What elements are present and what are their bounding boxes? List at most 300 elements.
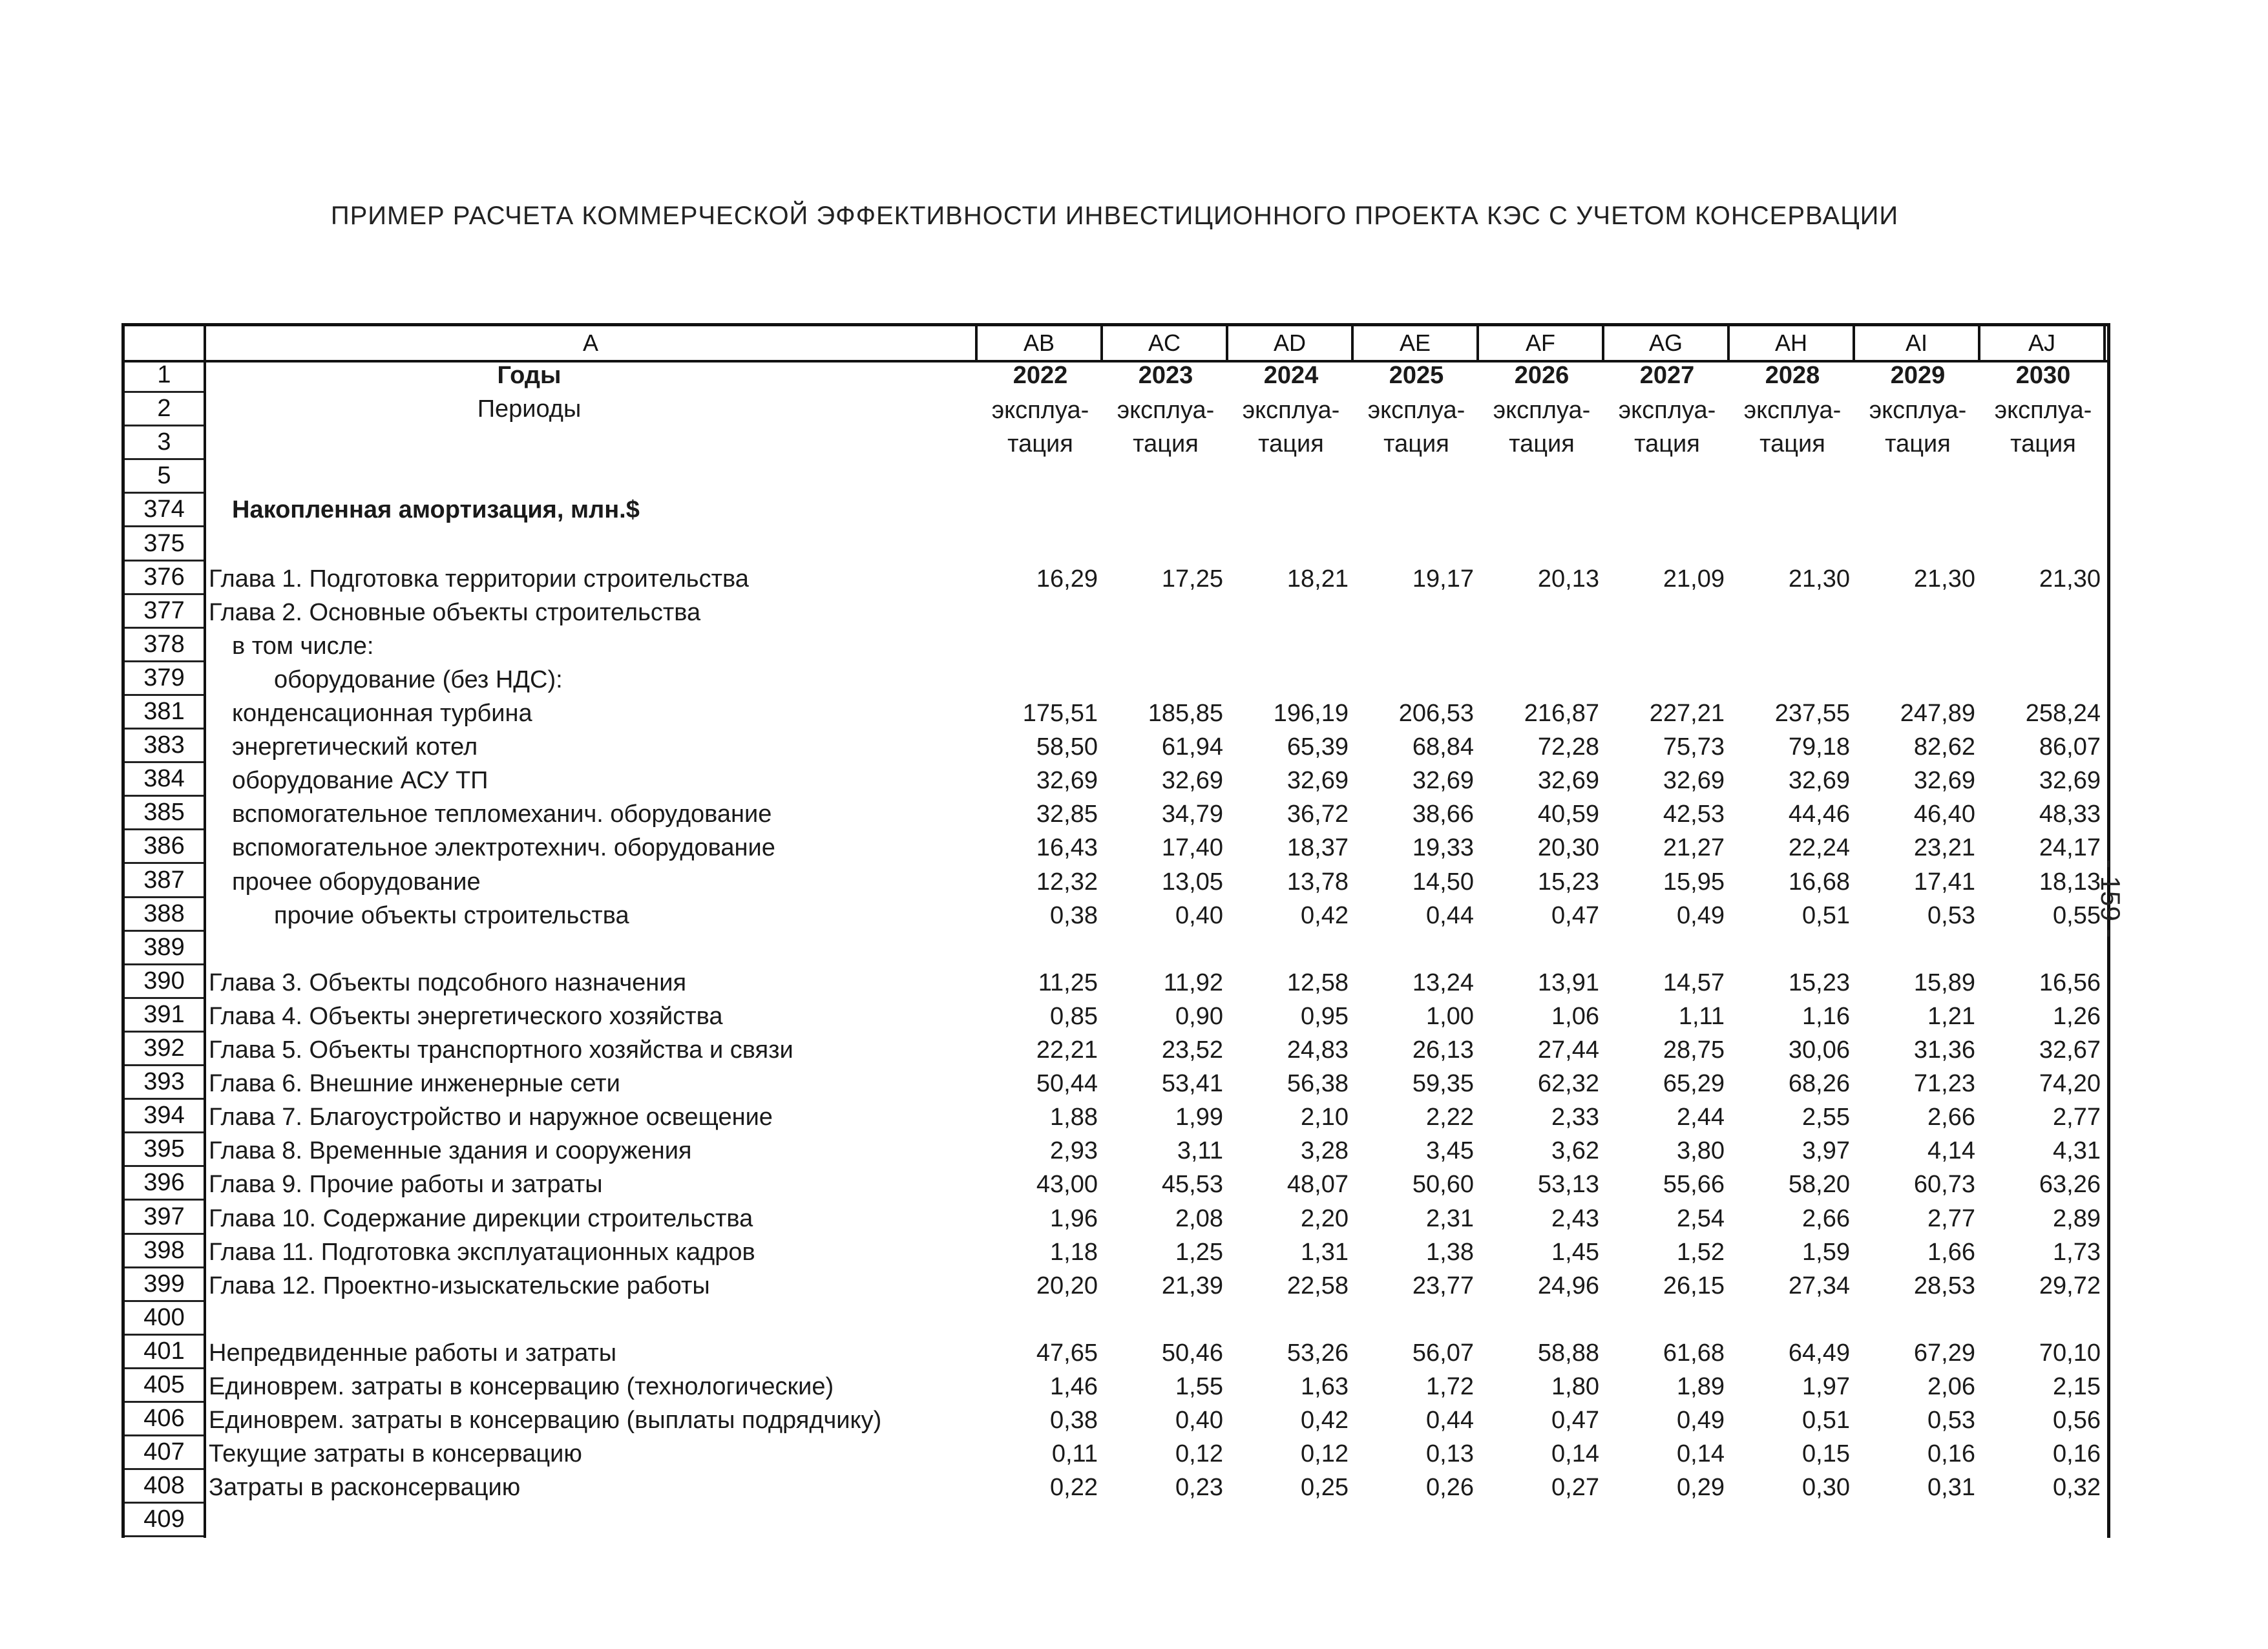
period-line1: эксплуа- <box>1117 397 1215 425</box>
row-number-column <box>125 323 206 1538</box>
value-cell: 42,53 <box>1663 801 1725 828</box>
value-cell: 0,90 <box>1175 1002 1223 1030</box>
row-number: 396 <box>125 1167 204 1201</box>
value-cell: 14,50 <box>1412 868 1474 896</box>
col-letter-AF: AF <box>1479 326 1604 360</box>
value-cell: 0,49 <box>1677 1407 1725 1434</box>
value-cell: 1,80 <box>1551 1373 1599 1400</box>
value-cell: 65,29 <box>1663 1070 1725 1098</box>
value-cell: 23,77 <box>1412 1272 1474 1299</box>
value-cell: 40,59 <box>1537 801 1599 828</box>
value-cell: 18,37 <box>1286 834 1349 862</box>
value-cell: 1,11 <box>1678 1002 1725 1030</box>
col-letter-AH: AH <box>1730 326 1855 360</box>
period-line1: эксплуа- <box>1869 397 1967 425</box>
value-cell: 38,66 <box>1412 801 1474 828</box>
value-cell: 82,62 <box>1913 733 1975 761</box>
year-cell: 2026 <box>1514 362 1570 389</box>
value-cell: 11,25 <box>1038 969 1098 996</box>
row-number: 392 <box>125 1033 204 1066</box>
value-cell: 13,91 <box>1537 969 1599 996</box>
period-line1: эксплуа- <box>1493 397 1591 425</box>
row-label: в том числе: <box>232 632 374 660</box>
value-cell: 68,26 <box>1788 1070 1850 1098</box>
value-cell: 1,45 <box>1551 1238 1599 1266</box>
row-number: 394 <box>125 1100 204 1133</box>
period-line1: эксплуа- <box>1367 397 1465 425</box>
value-cell: 20,30 <box>1537 834 1599 862</box>
row-number: 376 <box>125 562 204 595</box>
value-cell: 55,66 <box>1663 1171 1725 1199</box>
row-label: вспомогательное тепломеханич. оборудование <box>232 801 772 828</box>
value-cell: 0,51 <box>1802 901 1850 929</box>
value-cell: 3,28 <box>1301 1137 1349 1165</box>
value-cell: 31,36 <box>1913 1036 1975 1064</box>
period-line2: тация <box>1759 430 1825 458</box>
value-cell: 0,49 <box>1677 901 1725 929</box>
row-number: 408 <box>125 1470 204 1504</box>
value-cell: 32,85 <box>1036 801 1098 828</box>
value-cell: 70,10 <box>2039 1339 2101 1367</box>
row-number: 398 <box>125 1235 204 1268</box>
value-cell: 34,79 <box>1161 801 1223 828</box>
value-cell: 2,20 <box>1301 1204 1349 1232</box>
value-cell: 0,25 <box>1301 1474 1349 1502</box>
value-cell: 28,75 <box>1663 1036 1725 1064</box>
value-cell: 1,52 <box>1677 1238 1725 1266</box>
value-cell: 58,50 <box>1036 733 1098 761</box>
value-cell: 32,69 <box>2039 767 2101 795</box>
value-cell: 247,89 <box>1900 700 1975 727</box>
period-line1: эксплуа- <box>1242 397 1340 425</box>
col-letter-AD: AD <box>1228 326 1354 360</box>
row-number: 381 <box>125 696 204 730</box>
value-cell: 58,88 <box>1537 1339 1599 1367</box>
value-cell: 0,53 <box>1927 1407 1975 1434</box>
row-label: Глава 1. Подготовка территории строительства <box>209 565 749 593</box>
value-cell: 0,44 <box>1426 1407 1474 1434</box>
value-cell: 32,69 <box>1663 767 1725 795</box>
value-cell: 29,72 <box>2039 1272 2101 1299</box>
row-number: 385 <box>125 797 204 830</box>
row-label: Накопленная амортизация, млн.$ <box>232 496 640 524</box>
value-cell: 0,40 <box>1175 1407 1223 1434</box>
value-cell: 20,20 <box>1036 1272 1098 1299</box>
value-cell: 0,56 <box>2053 1407 2101 1434</box>
row-label: оборудование (без НДС): <box>274 666 563 693</box>
value-cell: 196,19 <box>1273 700 1349 727</box>
value-cell: 86,07 <box>2039 733 2101 761</box>
col-letter-AI: AI <box>1855 326 1980 360</box>
value-cell: 23,52 <box>1161 1036 1223 1064</box>
value-cell: 0,13 <box>1426 1440 1474 1468</box>
col-letter-AB: AB <box>978 326 1103 360</box>
period-line1: эксплуа- <box>1618 397 1716 425</box>
value-cell: 1,72 <box>1426 1373 1474 1400</box>
row-number: 393 <box>125 1066 204 1100</box>
row-label: вспомогательное электротехнич. оборудование <box>232 834 775 862</box>
value-cell: 32,69 <box>1161 767 1223 795</box>
value-cell: 0,53 <box>1927 901 1975 929</box>
value-cell: 61,68 <box>1663 1339 1725 1367</box>
year-cell: 2024 <box>1263 362 1319 389</box>
value-cell: 0,47 <box>1551 901 1599 929</box>
value-cell: 48,07 <box>1286 1171 1349 1199</box>
row-number: 2 <box>125 393 204 426</box>
row-number: 390 <box>125 965 204 999</box>
period-line2: тация <box>2010 430 2076 458</box>
value-cell: 0,42 <box>1301 1407 1349 1434</box>
value-cell: 46,40 <box>1913 801 1975 828</box>
value-cell: 0,23 <box>1175 1474 1223 1502</box>
column-letter-header <box>125 323 2107 362</box>
value-cell: 61,94 <box>1161 733 1223 761</box>
row-label: Глава 4. Объекты энергетического хозяйства <box>209 1002 723 1030</box>
value-cell: 2,55 <box>1802 1104 1850 1131</box>
value-cell: 72,28 <box>1537 733 1599 761</box>
row-label: прочие объекты строительства <box>274 901 629 929</box>
row-number: 375 <box>125 528 204 562</box>
row-label: Глава 11. Подготовка эксплуатационных кадров <box>209 1238 755 1266</box>
value-cell: 53,41 <box>1161 1070 1223 1098</box>
value-cell: 24,96 <box>1537 1272 1599 1299</box>
col-letter-A: A <box>206 326 978 360</box>
value-cell: 15,89 <box>1913 969 1975 996</box>
value-cell: 21,30 <box>1788 565 1850 593</box>
row-number: 374 <box>125 494 204 527</box>
value-cell: 58,20 <box>1788 1171 1850 1199</box>
value-cell: 28,53 <box>1913 1272 1975 1299</box>
value-cell: 12,58 <box>1286 969 1349 996</box>
value-cell: 3,45 <box>1426 1137 1474 1165</box>
value-cell: 24,17 <box>2039 834 2101 862</box>
row-number: 384 <box>125 763 204 797</box>
value-cell: 1,73 <box>2053 1238 2101 1266</box>
value-cell: 0,14 <box>1677 1440 1725 1468</box>
value-cell: 50,46 <box>1161 1339 1223 1367</box>
value-cell: 22,21 <box>1036 1036 1098 1064</box>
value-cell: 0,42 <box>1301 901 1349 929</box>
row-label: Глава 8. Временные здания и сооружения <box>209 1137 692 1165</box>
value-cell: 60,73 <box>1913 1171 1975 1199</box>
value-cell: 4,14 <box>1927 1137 1975 1165</box>
value-cell: 71,23 <box>1913 1070 1975 1098</box>
row-label: Глава 6. Внешние инженерные сети <box>209 1070 620 1098</box>
value-cell: 2,89 <box>2053 1204 2101 1232</box>
value-cell: 0,16 <box>1927 1440 1975 1468</box>
row-label: Единоврем. затраты в консервацию (технологические) <box>209 1373 834 1400</box>
value-cell: 2,31 <box>1426 1204 1474 1232</box>
value-cell: 32,69 <box>1412 767 1474 795</box>
value-cell: 0,12 <box>1301 1440 1349 1468</box>
year-cell: 2027 <box>1639 362 1695 389</box>
value-cell: 1,00 <box>1426 1002 1474 1030</box>
value-cell: 75,73 <box>1663 733 1725 761</box>
value-cell: 3,80 <box>1677 1137 1725 1165</box>
year-cell: 2023 <box>1138 362 1193 389</box>
value-cell: 1,59 <box>1802 1238 1850 1266</box>
value-cell: 0,44 <box>1426 901 1474 929</box>
value-cell: 2,66 <box>1927 1104 1975 1131</box>
row-number: 1 <box>125 359 204 393</box>
value-cell: 32,69 <box>1036 767 1098 795</box>
row-number: 389 <box>125 932 204 965</box>
value-cell: 63,26 <box>2039 1171 2101 1199</box>
value-cell: 11,92 <box>1163 969 1223 996</box>
value-cell: 0,14 <box>1551 1440 1599 1468</box>
row-number: 378 <box>125 629 204 662</box>
value-cell: 23,21 <box>1913 834 1975 862</box>
value-cell: 1,63 <box>1301 1373 1349 1400</box>
value-cell: 0,27 <box>1551 1474 1599 1502</box>
value-cell: 2,66 <box>1802 1204 1850 1232</box>
row-number: 379 <box>125 662 204 696</box>
value-cell: 0,12 <box>1175 1440 1223 1468</box>
row-label: Затраты в расконсервацию <box>209 1474 521 1502</box>
row-label: энергетический котел <box>232 733 478 761</box>
value-cell: 0,38 <box>1050 1407 1098 1434</box>
row-number: 400 <box>125 1302 204 1336</box>
value-cell: 74,20 <box>2039 1070 2101 1098</box>
col-letter-AJ: AJ <box>1980 326 2106 360</box>
value-cell: 1,46 <box>1050 1373 1098 1400</box>
row-number: 3 <box>125 426 204 460</box>
value-cell: 16,29 <box>1036 565 1098 593</box>
value-cell: 26,15 <box>1663 1272 1725 1299</box>
row-number: 391 <box>125 999 204 1033</box>
value-cell: 59,35 <box>1412 1070 1474 1098</box>
row-number: 405 <box>125 1369 204 1403</box>
value-cell: 79,18 <box>1788 733 1850 761</box>
value-cell: 17,25 <box>1161 565 1223 593</box>
value-cell: 1,21 <box>1927 1002 1975 1030</box>
value-cell: 21,09 <box>1663 565 1725 593</box>
value-cell: 0,55 <box>2053 901 2101 929</box>
value-cell: 0,85 <box>1050 1002 1098 1030</box>
row-number: 395 <box>125 1133 204 1167</box>
value-cell: 15,23 <box>1537 868 1599 896</box>
value-cell: 0,47 <box>1551 1407 1599 1434</box>
row-number: 407 <box>125 1436 204 1470</box>
value-cell: 1,66 <box>1927 1238 1975 1266</box>
value-cell: 2,93 <box>1050 1137 1098 1165</box>
periods-label: Периоды <box>477 395 582 423</box>
value-cell: 1,31 <box>1301 1238 1349 1266</box>
value-cell: 15,95 <box>1663 868 1725 896</box>
value-cell: 185,85 <box>1148 700 1223 727</box>
row-number: 5 <box>125 460 204 494</box>
value-cell: 12,32 <box>1036 868 1098 896</box>
value-cell: 13,05 <box>1161 868 1223 896</box>
value-cell: 17,41 <box>1913 868 1975 896</box>
year-cell: 2029 <box>1890 362 1946 389</box>
value-cell: 175,51 <box>1022 700 1098 727</box>
value-cell: 2,06 <box>1927 1373 1975 1400</box>
value-cell: 2,54 <box>1677 1204 1725 1232</box>
value-cell: 1,99 <box>1175 1104 1223 1131</box>
document-title: ПРИМЕР РАСЧЕТА КОММЕРЧЕСКОЙ ЭФФЕКТИВНОСТИ ИНВЕСТИЦИОННОГО ПРОЕКТА КЭС С УЧЕТОМ КОНСЕРВАЦИИ <box>330 202 1899 230</box>
col-letter-AG: AG <box>1604 326 1730 360</box>
period-line2: тация <box>1133 430 1199 458</box>
value-cell: 14,57 <box>1663 969 1725 996</box>
row-label: Глава 2. Основные объекты строительства <box>209 598 701 626</box>
value-cell: 21,30 <box>2039 565 2101 593</box>
value-cell: 2,33 <box>1551 1104 1599 1131</box>
row-label: оборудование АСУ ТП <box>232 767 488 795</box>
value-cell: 67,29 <box>1913 1339 1975 1367</box>
value-cell: 65,39 <box>1286 733 1349 761</box>
value-cell: 50,44 <box>1036 1070 1098 1098</box>
value-cell: 27,34 <box>1788 1272 1850 1299</box>
value-cell: 3,62 <box>1551 1137 1599 1165</box>
value-cell: 15,23 <box>1788 969 1850 996</box>
value-cell: 2,77 <box>1927 1204 1975 1232</box>
row-number: 377 <box>125 595 204 629</box>
value-cell: 258,24 <box>2025 700 2101 727</box>
value-cell: 17,40 <box>1161 834 1223 862</box>
value-cell: 48,33 <box>2039 801 2101 828</box>
value-cell: 2,44 <box>1677 1104 1725 1131</box>
value-cell: 0,51 <box>1802 1407 1850 1434</box>
value-cell: 0,38 <box>1050 901 1098 929</box>
row-number: 401 <box>125 1336 204 1369</box>
col-letter-AC: AC <box>1103 326 1228 360</box>
value-cell: 19,17 <box>1412 565 1474 593</box>
period-line2: тация <box>1383 430 1449 458</box>
value-cell: 26,13 <box>1412 1036 1474 1064</box>
value-cell: 32,69 <box>1788 767 1850 795</box>
row-number: 397 <box>125 1201 204 1235</box>
value-cell: 0,40 <box>1175 901 1223 929</box>
row-number: 383 <box>125 730 204 763</box>
value-cell: 1,26 <box>2053 1002 2101 1030</box>
period-line2: тация <box>1885 430 1951 458</box>
row-number: 387 <box>125 865 204 898</box>
year-cell: 2025 <box>1389 362 1444 389</box>
value-cell: 1,25 <box>1175 1238 1223 1266</box>
row-label: Непредвиденные работы и затраты <box>209 1339 617 1367</box>
value-cell: 21,39 <box>1161 1272 1223 1299</box>
value-cell: 45,53 <box>1161 1171 1223 1199</box>
value-cell: 13,24 <box>1412 969 1474 996</box>
value-cell: 44,46 <box>1788 801 1850 828</box>
value-cell: 1,89 <box>1677 1373 1725 1400</box>
row-label: Глава 5. Объекты транспортного хозяйства и связи <box>209 1036 793 1064</box>
period-line2: тация <box>1258 430 1324 458</box>
value-cell: 27,44 <box>1537 1036 1599 1064</box>
value-cell: 21,30 <box>1913 565 1975 593</box>
row-label: Глава 10. Содержание дирекции строительства <box>209 1204 753 1232</box>
value-cell: 1,16 <box>1802 1002 1850 1030</box>
page-number: - 159 - <box>2095 859 2126 938</box>
row-number: 406 <box>125 1403 204 1436</box>
value-cell: 2,15 <box>2053 1373 2101 1400</box>
value-cell: 32,69 <box>1286 767 1349 795</box>
value-cell: 1,96 <box>1050 1204 1098 1232</box>
value-cell: 24,83 <box>1286 1036 1349 1064</box>
value-cell: 30,06 <box>1788 1036 1850 1064</box>
value-cell: 2,08 <box>1175 1204 1223 1232</box>
years-label: Годы <box>497 362 562 389</box>
year-cell: 2028 <box>1765 362 1820 389</box>
value-cell: 227,21 <box>1649 700 1725 727</box>
value-cell: 237,55 <box>1774 700 1850 727</box>
value-cell: 1,97 <box>1802 1373 1850 1400</box>
value-cell: 16,56 <box>2039 969 2101 996</box>
row-label: Глава 9. Прочие работы и затраты <box>209 1171 603 1199</box>
value-cell: 21,27 <box>1663 834 1725 862</box>
value-cell: 16,68 <box>1788 868 1850 896</box>
value-cell: 216,87 <box>1524 700 1599 727</box>
period-line2: тация <box>1007 430 1073 458</box>
row-number: 386 <box>125 830 204 864</box>
value-cell: 206,53 <box>1398 700 1474 727</box>
value-cell: 2,10 <box>1301 1104 1349 1131</box>
row-label: Глава 3. Объекты подсобного назначения <box>209 969 687 996</box>
value-cell: 18,21 <box>1286 565 1349 593</box>
value-cell: 0,22 <box>1050 1474 1098 1502</box>
row-label: Единоврем. затраты в консервацию (выплаты подрядчику) <box>209 1407 882 1434</box>
value-cell: 0,26 <box>1426 1474 1474 1502</box>
value-cell: 22,58 <box>1286 1272 1349 1299</box>
value-cell: 0,30 <box>1802 1474 1850 1502</box>
value-cell: 2,77 <box>2053 1104 2101 1131</box>
value-cell: 53,26 <box>1286 1339 1349 1367</box>
row-label: конденсационная турбина <box>232 700 532 727</box>
year-cell: 2022 <box>1013 362 1068 389</box>
value-cell: 64,49 <box>1788 1339 1850 1367</box>
value-cell: 0,16 <box>2053 1440 2101 1468</box>
value-cell: 56,07 <box>1412 1339 1474 1367</box>
value-cell: 1,06 <box>1551 1002 1599 1030</box>
row-number: 399 <box>125 1268 204 1302</box>
value-cell: 32,67 <box>2039 1036 2101 1064</box>
row-label: Глава 7. Благоустройство и наружное освещение <box>209 1104 773 1131</box>
value-cell: 2,22 <box>1426 1104 1474 1131</box>
value-cell: 53,13 <box>1537 1171 1599 1199</box>
value-cell: 0,15 <box>1802 1440 1850 1468</box>
row-label: Текущие затраты в консервацию <box>209 1440 582 1468</box>
value-cell: 0,29 <box>1677 1474 1725 1502</box>
value-cell: 1,38 <box>1426 1238 1474 1266</box>
value-cell: 1,88 <box>1050 1104 1098 1131</box>
value-cell: 32,69 <box>1913 767 1975 795</box>
value-cell: 13,78 <box>1286 868 1349 896</box>
year-cell: 2030 <box>2015 362 2071 389</box>
value-cell: 19,33 <box>1412 834 1474 862</box>
value-cell: 50,60 <box>1412 1171 1474 1199</box>
value-cell: 62,32 <box>1537 1070 1599 1098</box>
value-cell: 0,31 <box>1927 1474 1975 1502</box>
row-label: Глава 12. Проектно-изыскательские работы <box>209 1272 710 1299</box>
value-cell: 47,65 <box>1036 1339 1098 1367</box>
value-cell: 43,00 <box>1036 1171 1098 1199</box>
value-cell: 4,31 <box>2053 1137 2101 1165</box>
value-cell: 1,18 <box>1050 1238 1098 1266</box>
value-cell: 16,43 <box>1036 834 1098 862</box>
value-cell: 36,72 <box>1286 801 1349 828</box>
value-cell: 18,13 <box>2039 868 2101 896</box>
period-line2: тация <box>1509 430 1575 458</box>
row-number: 409 <box>125 1504 204 1537</box>
value-cell: 0,95 <box>1301 1002 1349 1030</box>
value-cell: 20,13 <box>1537 565 1599 593</box>
value-cell: 0,11 <box>1051 1440 1098 1468</box>
row-label: прочее оборудование <box>232 868 481 896</box>
period-line1: эксплуа- <box>1994 397 2092 425</box>
value-cell: 56,38 <box>1286 1070 1349 1098</box>
col-letter-AE: AE <box>1354 326 1479 360</box>
